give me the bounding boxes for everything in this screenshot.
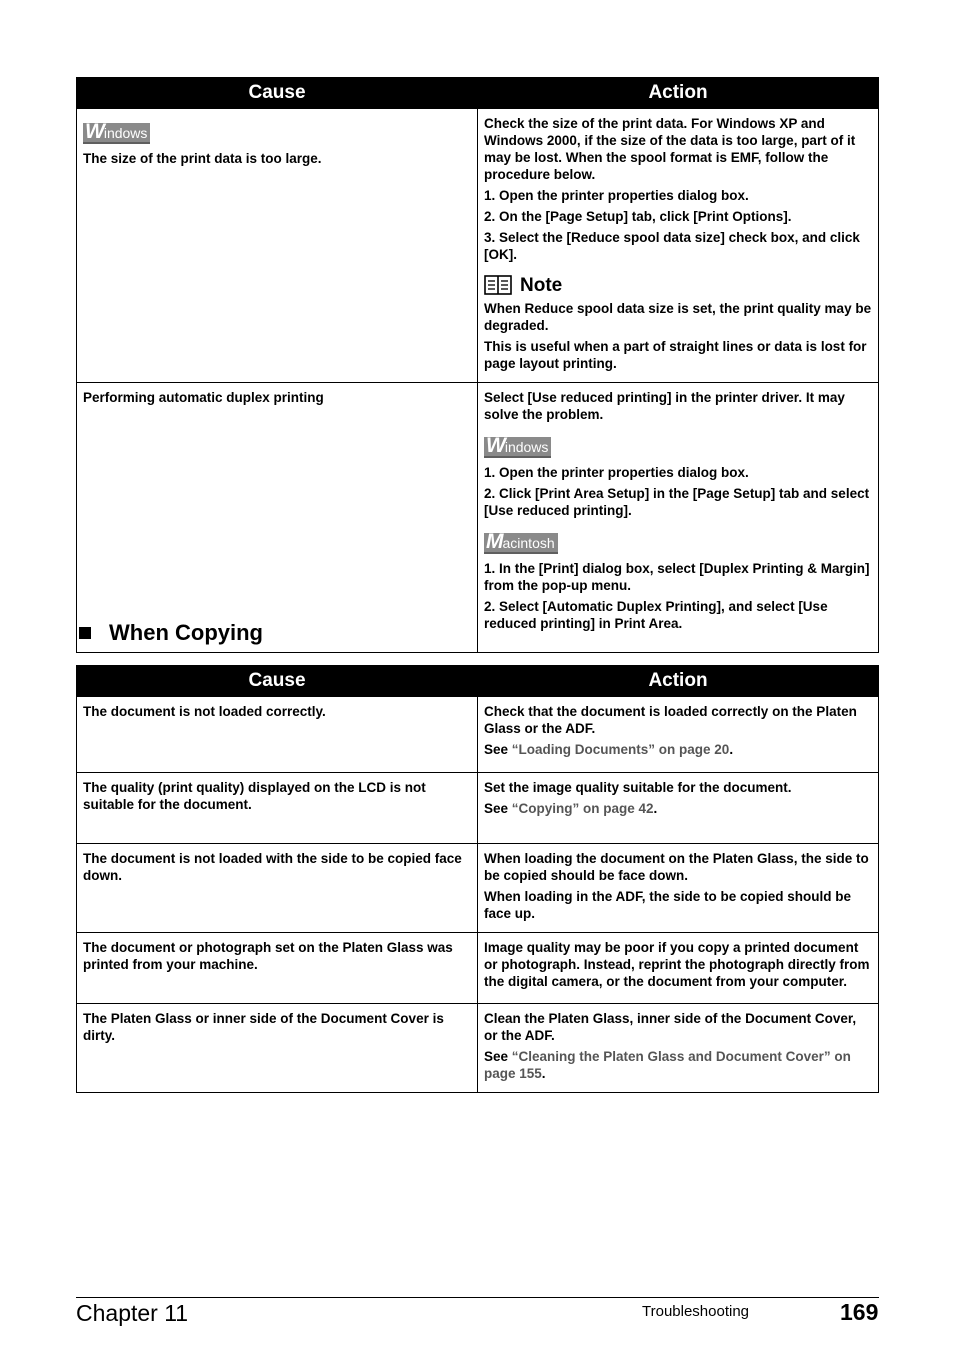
step: 2. Select [Automatic Duplex Printing], and select [Use reduced printing] in Print Area. xyxy=(484,599,828,631)
note-text: This is useful when a part of straight lines or data is lost for page layout printing. xyxy=(484,339,867,371)
step: 1. Open the printer properties dialog box. xyxy=(484,465,749,480)
troubleshooting-table-copying xyxy=(76,665,879,1093)
cause-text: The document or photograph set on the Platen Glass was printed from your machine. xyxy=(83,940,453,972)
section-label: Troubleshooting xyxy=(642,1303,750,1320)
action-text: When loading the document on the Platen Glass, the side to be copied should be face down. xyxy=(484,851,869,883)
book-icon xyxy=(484,275,512,295)
cause-text: The Platen Glass or inner side of the Document Cover is dirty. xyxy=(83,1011,444,1043)
step: 1. Open the printer properties dialog box. xyxy=(484,188,749,203)
action-text: Select [Use reduced printing] in the printer driver. It may solve the problem. xyxy=(484,390,845,422)
action-header: Action xyxy=(478,78,879,109)
page-link[interactable]: “Cleaning the Platen Glass and Document Cover” on page 155 xyxy=(484,1049,851,1081)
step: 2. On the [Page Setup] tab, click [Print Options]. xyxy=(484,209,792,224)
windows-badge: Windows xyxy=(83,123,150,144)
action-text: Check the size of the print data. For Windows XP and Windows 2000, if the size of the data is too large, part of it may be lost. When the spool format is EMF, follow the procedure below. xyxy=(484,116,856,182)
chapter-label: Chapter 11 xyxy=(76,1300,189,1326)
cause-text: The size of the print data is too large. xyxy=(83,151,322,166)
see-reference: See “Loading Documents” on page 20. xyxy=(484,742,734,757)
cause-header: Cause xyxy=(77,78,478,109)
cause-text: The document is not loaded with the side to be copied face down. xyxy=(83,851,462,883)
page-number: 169 xyxy=(840,1299,879,1325)
section-heading: When Copying xyxy=(76,620,263,646)
see-reference: See “Cleaning the Platen Glass and Document Cover” on page 155. xyxy=(484,1049,851,1081)
table-row xyxy=(77,933,879,1004)
troubleshooting-table-print xyxy=(76,77,879,653)
action-text: Check that the document is loaded correctly on the Platen Glass or the ADF. xyxy=(484,704,857,736)
page-link[interactable]: “Copying” on page 42 xyxy=(511,801,654,816)
note-heading: Note xyxy=(484,275,872,295)
action-header: Action xyxy=(478,666,879,697)
cause-text: Performing automatic duplex printing xyxy=(83,390,324,405)
step: 3. Select the [Reduce spool data size] check box, and click [OK]. xyxy=(484,230,860,262)
table-row xyxy=(77,844,879,933)
cause-text: The document is not loaded correctly. xyxy=(83,704,326,719)
table-row xyxy=(77,773,879,844)
table-row xyxy=(77,1004,879,1093)
action-text: When loading in the ADF, the side to be copied should be face up. xyxy=(484,889,852,921)
action-text: Clean the Platen Glass, inner side of the Document Cover, or the ADF. xyxy=(484,1011,857,1043)
footer-divider xyxy=(76,1297,879,1298)
cause-header: Cause xyxy=(77,666,478,697)
table-row xyxy=(77,383,879,653)
page-link[interactable]: “Loading Documents” on page 20 xyxy=(511,742,730,757)
step: 2. Click [Print Area Setup] in the [Page Setup] tab and select [Use reduced printing]. xyxy=(484,486,870,518)
cause-text: The quality (print quality) displayed on the LCD is not suitable for the document. xyxy=(83,780,426,812)
see-reference: See “Copying” on page 42. xyxy=(484,801,658,816)
windows-badge: Windows xyxy=(484,437,551,458)
action-text: Image quality may be poor if you copy a printed document or photograph. Instead, reprint the photograph directly from the digital camera, or the document from your computer. xyxy=(484,940,870,989)
action-text: Set the image quality suitable for the document. xyxy=(484,780,792,795)
step: 1. In the [Print] dialog box, select [Duplex Printing & Margin] from the pop-up menu. xyxy=(484,561,870,593)
note-text: When Reduce spool data size is set, the print quality may be degraded. xyxy=(484,301,872,333)
square-bullet-icon xyxy=(79,627,91,639)
macintosh-badge: Macintosh xyxy=(484,533,558,554)
table-row xyxy=(77,109,879,383)
table-row xyxy=(77,697,879,773)
